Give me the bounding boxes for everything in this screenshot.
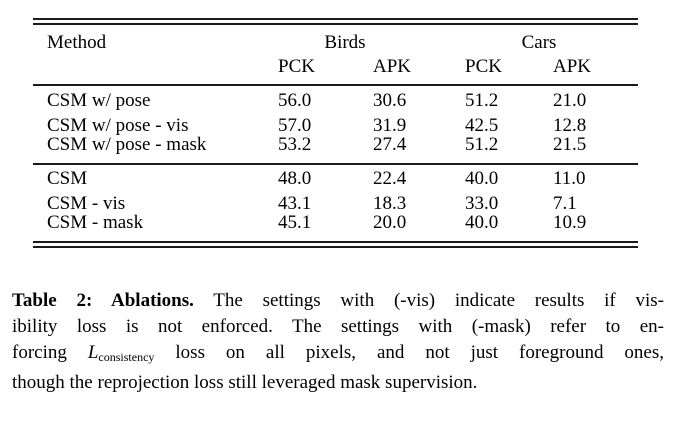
metric-cell: 21.5 [553,135,638,164]
table-row [33,135,638,164]
metric-cell: 21.0 [553,90,587,111]
metric-cell: 45.1 [278,212,312,233]
metric-cell: 30.6 [373,90,407,111]
loss-subscript: consistency [98,350,155,364]
col-group-birds: Birds [324,32,366,53]
metric-cell: 51.2 [465,90,499,111]
method-cell: CSM w/ pose - mask [33,135,278,164]
ablations-table-block [33,18,638,248]
col-header-cars-apk: APK [553,52,638,85]
table-row [33,213,638,241]
table-row [33,164,638,188]
metric-cell: 18.3 [373,193,407,214]
table-caption [12,288,664,396]
col-header-birds-pck: PCK [278,52,373,85]
table-row [33,188,638,213]
col-group-cars: Cars [521,32,557,53]
caption-text: forcing [12,342,88,363]
col-header-empty [33,52,278,85]
table-bottom-double-rule [33,241,638,248]
col-header-method: Method [47,32,107,53]
caption-line-1 [12,288,664,314]
caption-line-4: though the reprojection loss still leveraged mask supervision. [12,372,478,393]
metric-cell: 40.0 [465,168,499,189]
header-metric-row [33,52,638,85]
metric-cell: 10.9 [553,212,587,233]
caption-title: Table 2: Ablations. [12,290,194,311]
method-cell: CSM - vis [47,193,126,214]
caption-text: loss on all pixels, and not just foreground ones, [154,342,664,363]
metric-cell: 40.0 [465,212,499,233]
header-group-row [33,25,638,52]
table-row [33,85,638,110]
loss-symbol: L [87,342,99,363]
method-cell: CSM w/ pose [47,90,151,111]
metric-cell: 12.8 [553,115,587,136]
metric-cell: 31.9 [373,115,407,136]
caption-text: The settings with (-vis) indicate results if vis- [193,290,664,311]
table-row [33,110,638,135]
metric-cell: 22.4 [373,168,407,189]
metric-cell: 33.0 [465,193,499,214]
table-top-double-rule [33,18,638,25]
metric-cell: 48.0 [278,168,312,189]
metric-cell: 53.2 [278,135,373,164]
metric-cell: 27.4 [373,135,465,164]
col-header-cars-pck: PCK [465,52,553,85]
ablations-table [33,25,638,241]
metric-cell: 11.0 [553,168,586,189]
metric-cell: 43.1 [278,193,312,214]
col-header-birds-apk: APK [373,52,465,85]
metric-cell: 56.0 [278,90,312,111]
metric-cell: 7.1 [553,193,577,214]
metric-cell: 57.0 [278,115,312,136]
caption-line-3 [12,340,664,370]
caption-line-2: ibility loss is not enforced. The settings with (-mask) refer to en- [12,316,664,337]
method-cell: CSM - mask [47,212,144,233]
method-cell: CSM w/ pose - vis [47,115,189,136]
metric-cell: 51.2 [465,135,553,164]
method-cell: CSM [47,168,88,189]
metric-cell: 42.5 [465,115,499,136]
metric-cell: 20.0 [373,212,407,233]
